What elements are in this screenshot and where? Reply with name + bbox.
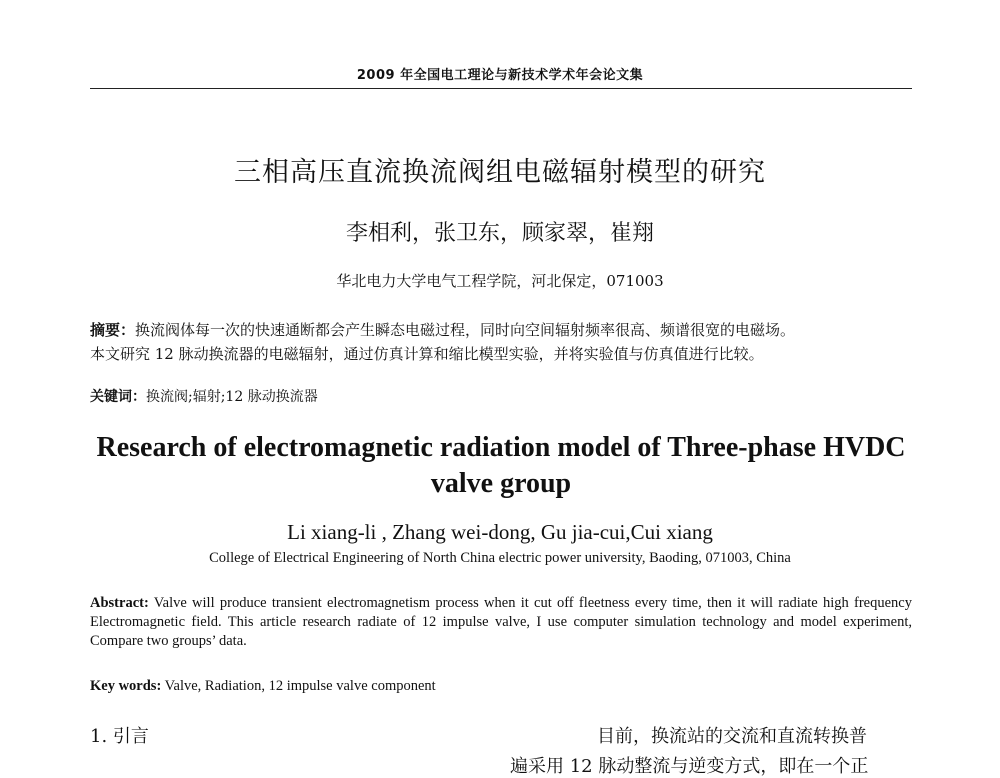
chinese-title: 三相高压直流换流阀组电磁辐射模型的研究 (234, 157, 766, 188)
english-keywords (90, 678, 912, 695)
chinese-keywords (90, 386, 912, 406)
column-2-line-1: 目前，换流站的交流和直流转换普 (597, 726, 867, 747)
chinese-abstract (90, 318, 912, 366)
chinese-abstract-line-2: 本文研究 12 脉动换流器的电磁辐射，通过仿真计算和缩比模型实验，并将实验值与仿真值进行比较。 (90, 345, 764, 363)
english-keywords-text: Valve, Radiation, 12 impulse valve component (164, 678, 436, 694)
column-2-line-2: 遍采用 12 脉动整流与逆变方式，即在一个正 (510, 756, 869, 777)
chinese-affiliation: 华北电力大学电气工程学院，河北保定，071003 (336, 272, 664, 290)
conference-header: 2009 年全国电工理论与新技术学术年会论文集 (356, 68, 644, 83)
english-title (90, 430, 912, 502)
section-1-heading: 1. 引言 (90, 726, 149, 747)
chinese-abstract-text-1: 换流阀体每一次的快速通断都会产生瞬态电磁过程，同时向空间辐射频率很高、频谱很宽的电磁场。 (135, 321, 796, 339)
chinese-keywords-text: 换流阀;辐射;12 脉动换流器 (146, 389, 318, 405)
chinese-authors: 李相利，张卫东，顾家翠，崔翔 (345, 221, 654, 246)
english-title-line-2: valve group (430, 468, 572, 499)
english-abstract-text: Valve will produce transient electromagnetism process when it cut off fleetness every time, then it will radiate high frequency Electromagnetic field. This article research radiate of 12 impulse valve, I use computer simulation technology and model experiment, Compare two groups’ data. (90, 595, 912, 649)
english-abstract (90, 594, 912, 651)
header-rule (90, 88, 912, 89)
chinese-abstract-label: 摘要： (90, 321, 136, 339)
english-authors: Li xiang-li , Zhang wei-dong, Gu jia-cui,Cui xiang (287, 520, 713, 544)
english-title-line-1: Research of electromagnetic radiation model of Three-phase HVDC (96, 432, 906, 463)
chinese-abstract-line-1 (90, 318, 912, 342)
english-abstract-label: Abstract: (90, 595, 149, 611)
chinese-keywords-label: 关键词： (90, 389, 146, 405)
english-keywords-label: Key words: (90, 678, 162, 694)
english-affiliation: College of Electrical Engineering of North China electric power university, Baoding, 071003, China (209, 550, 791, 566)
